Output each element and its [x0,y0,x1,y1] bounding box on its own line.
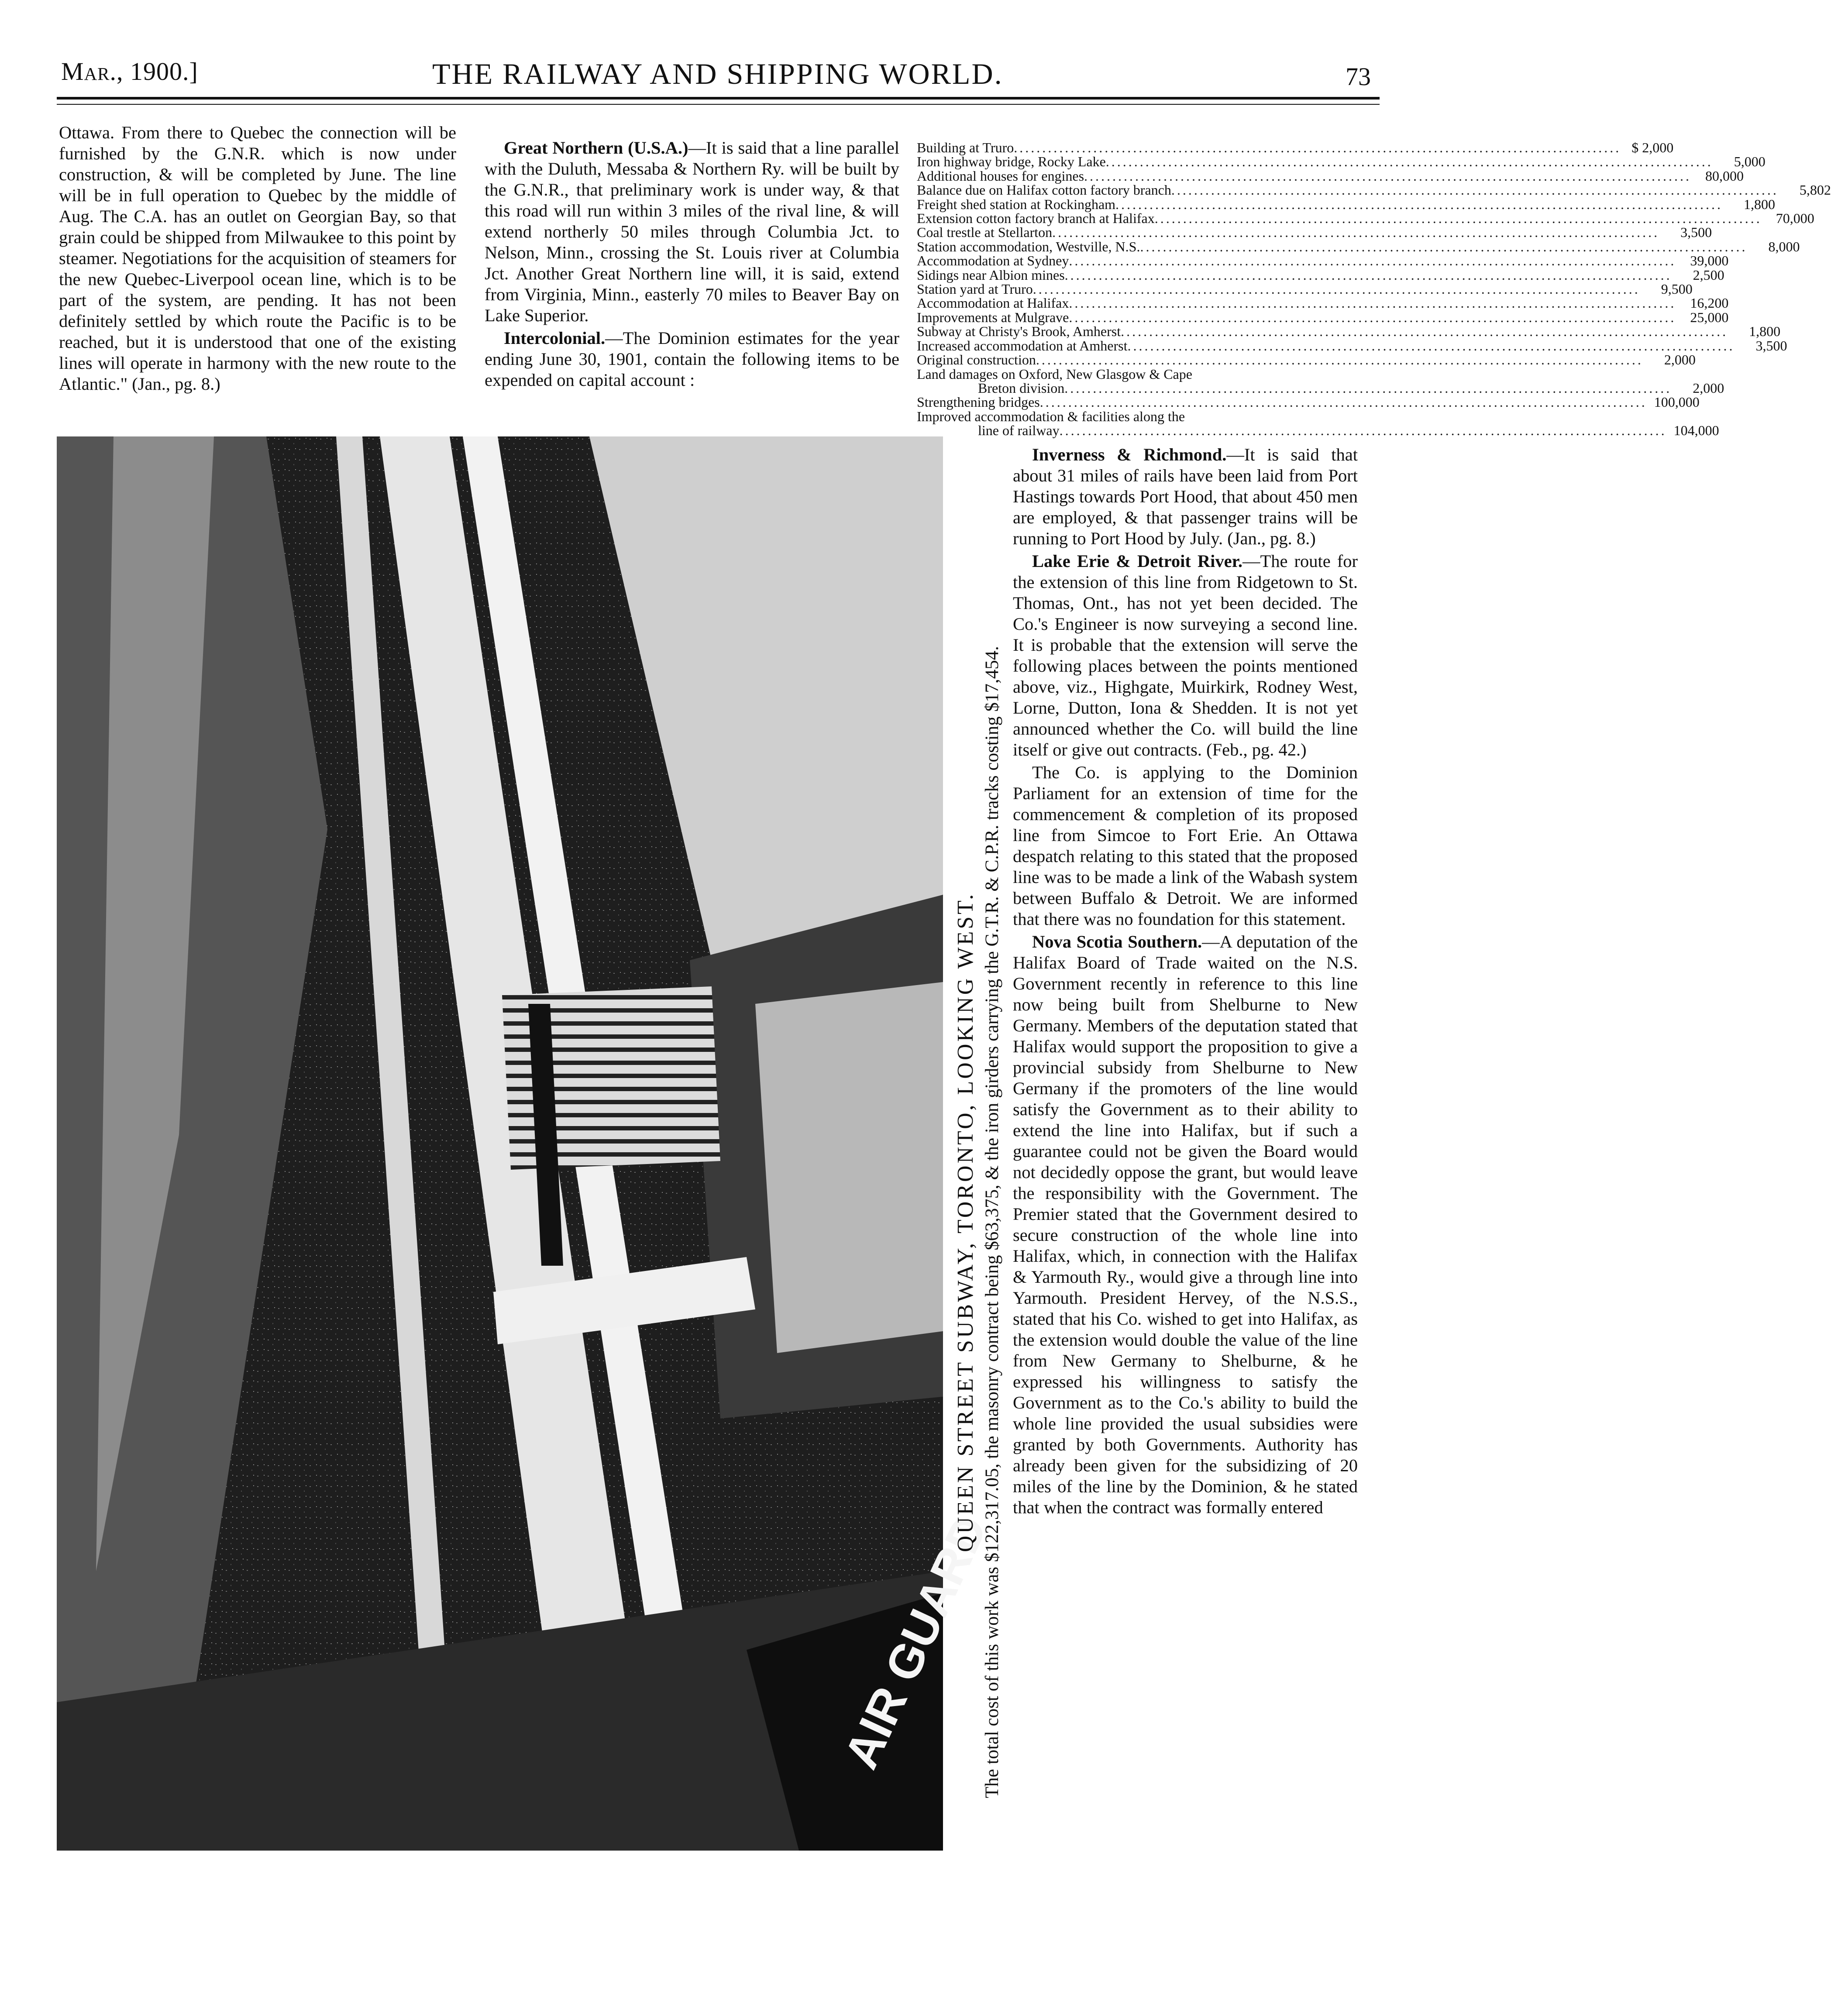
estimate-row [917,168,1744,184]
article-lake-erie-detroit-continued: The Co. is applying to the Dominion Parliament for an extension of time for the commencement & completion of its proposed line from Simcoe to Fort Erie. An Ottawa despatch relating to this stated that the proposed line was to be made a link of the Wabash system between Buffalo & Detroit. We are informed that there was no foundation for this statement. [1013,762,1358,929]
article-body: —It is said that about 31 miles of rails have been laid from Port Hastings towards Port Hood, that about 450 men are employed, & that passenger trains will be running to Port Hood by July. (Jan., pg. 8.) [1013,445,1358,548]
estimate-row [917,323,1781,340]
leader-dots [1036,353,1643,367]
estimate-label: Building at Truro [917,140,1014,155]
article-body: —The Dominion estimates for the year ending June 30, 1901, contain the following items to be expended on capital account : [485,328,899,390]
estimate-row [917,196,1776,212]
estimate-label: Strengthening bridges [917,394,1040,410]
estimate-row [917,380,1724,396]
leader-dots [1106,155,1713,168]
article-heading: Great Northern (U.S.A.) [504,138,688,158]
leader-dots [1052,225,1659,239]
estimate-row [917,253,1729,269]
estimate-label: Station accommodation, Westville, N.S. [917,238,1140,254]
estimate-label: Additional houses for engines [917,168,1084,184]
estimate-amount: 8,000 [1768,238,1800,254]
estimate-amount: 25,000 [1690,309,1729,325]
estimate-row [917,409,1358,423]
article-nova-scotia-southern [1013,931,1358,1518]
estimate-row [917,309,1729,325]
estimate-row [917,352,1696,368]
leader-dots [1069,310,1676,324]
leader-dots [1171,183,1779,197]
leader-dots [1121,324,1728,338]
estimate-amount: 16,200 [1690,295,1729,311]
header-rule-thin [57,104,1380,105]
estimate-label: Iron highway bridge, Rocky Lake [917,154,1106,170]
leader-dots [1060,423,1667,437]
caption-title: QUEEN STREET SUBWAY, TORONTO, LOOKING WEST. [953,892,978,1552]
article-body: —The route for the extension of this line from Ridgetown to St. Thomas, Ont., has not yet been decided. The Co.'s Engineer is now surveying a second line. It is probable that the extension will serve the following places between the points mentioned above, viz., Highgate, Muirkirk, Rodney West, Lorne, Dutton, Iona & Shedden. It is not yet announced whether the Co. will build the line itself or give out contracts. (Feb., pg. 42.) [1013,551,1358,759]
estimate-amount: 70,000 [1776,210,1814,227]
estimate-label: Extension cotton factory branch at Halifax [917,210,1155,227]
estimate-row [917,210,1814,227]
paragraph-continued: Ottawa. From there to Quebec the connection will be furnished by the G.N.R. which is now under construction, & will be completed by June. The line will be in full operation to Quebec by the middle of Aug. The C.A. has an outlet on Georgian Bay, so that grain could be shipped from Milwaukee to this point by steamer. Negotiations for the acquisition of steamers for the new Quebec-Liverpool ocean line, which is to be part of the system, are pending. It has not been definitely settled by which route the Pacific is to be reached, but it is understood that one of the existing lines will operate in harmony with the new route to the Atlantic." (Jan., pg. 8.) [59,123,456,394]
leader-dots [1014,141,1621,155]
estimate-row [917,422,1719,439]
leader-dots [1084,169,1691,183]
estimate-row [917,238,1800,254]
article-great-northern [485,137,899,326]
estimate-label: Land damages on Oxford, New Glasgow & Cape [917,366,1192,382]
estimate-row [917,267,1724,283]
journal-title: THE RAILWAY AND SHIPPING WORLD. [432,57,1003,90]
estimate-amount: 3,500 [1755,337,1787,354]
estimate-row [917,224,1712,240]
estimate-amount: 80,000 [1705,168,1744,184]
article-heading: Intercolonial. [504,328,606,348]
column-right [1013,444,1358,1520]
column-middle [485,137,899,392]
estimate-label: Original construction [917,352,1036,368]
leader-dots [1127,339,1735,353]
estimate-amount: 39,000 [1690,253,1729,269]
leader-dots [1069,254,1676,268]
estimate-row [917,295,1729,311]
article-inverness-richmond [1013,444,1358,549]
estimate-amount: 2,000 [1664,352,1696,368]
estimate-label: Station yard at Truro [917,281,1033,297]
leader-dots [1069,296,1676,310]
estimate-amount: 100,000 [1654,394,1700,410]
estimate-row [917,154,1766,170]
leader-dots [1140,240,1747,254]
estimate-amount: $ 2,000 [1631,140,1674,155]
estimate-amount: 2,000 [1693,380,1724,396]
caption-text: The total cost of this work was $122,317.05, the masonry contract being $63,375, & the iron girders carrying the G.T.R. & C.P.R. tracks costing $17,454. [982,646,1002,1798]
leader-dots [1033,282,1640,296]
page-number: 73 [1346,62,1371,91]
estimate-row [917,140,1674,155]
leader-dots [1155,211,1762,225]
estimate-label: Breton division [978,380,1065,396]
article-lake-erie-detroit [1013,551,1358,760]
article-heading: Nova Scotia Southern. [1032,932,1202,951]
estimate-row [917,281,1693,297]
estimate-amount: 5,000 [1734,154,1766,170]
photo-sign-text: AIR GUARD [834,1507,998,1777]
leader-dots [1065,268,1672,282]
estimate-label: Increased accommodation at Amherst [917,337,1128,354]
estimate-amount: 1,800 [1744,196,1776,212]
estimate-label: Balance due on Halifax cotton factory branch [917,182,1171,198]
leader-dots [1115,197,1723,211]
issue-date: Mar., 1900.] [61,57,198,86]
estimate-amount: 1,800 [1749,323,1781,340]
estimate-label: Improved accommodation & facilities along the [917,408,1185,424]
column-left [59,122,456,396]
article-body: —A deputation of the Halifax Board of Trade waited on the N.S. Government recently in reference to this line now being built from Shelburne to New Germany. Members of the deputation stated that Halifax would support the proposition to give a provincial subsidy from Shelburne to New Germany if the promoters of the line would satisfy the Government as to their ability to extend the line into Halifax, but if such a guarantee could not be given the Board would not decidedly oppose the grant, but would leave the responsibility with the Government. The Premier stated that the Government desired to secure construction of the whole line into Halifax, which, in connection with the Halifax & Yarmouth Ry., would give a through line into Yarmouth. President Hervey, of the N.S.S., stated that his Co. wished to get into Halifax, as the extension would double the value of the line from New Germany to Shelburne, & he expressed his willingness to satisfy the Government as to the Co.'s ability to build the whole line provided the usual subsidies were granted by both Governments. Authority has already been given for the subsidizing of 20 miles of the line by the Dominion, & he stated that when the contract was formally entered [1013,932,1358,1517]
estimate-label: Freight shed station at Rockingham [917,196,1116,212]
estimate-amount: 3,500 [1680,224,1712,240]
estimate-row [917,337,1787,354]
estimate-label: Sidings near Albion mines [917,267,1065,283]
estimate-amount: 104,000 [1673,422,1719,439]
estimates-table [917,140,1831,439]
leader-dots [1064,381,1672,395]
article-heading: Inverness & Richmond. [1032,445,1227,464]
article-heading: Lake Erie & Detroit River. [1032,551,1242,571]
estimate-label: Accommodation at Halifax [917,295,1069,311]
article-intercolonial [485,328,899,391]
estimate-label: Subway at Christy's Brook, Amherst [917,323,1121,340]
estimate-label: Accommodation at Sydney [917,253,1069,269]
leader-dots [1040,395,1647,409]
estimate-amount: 9,500 [1661,281,1693,297]
header-rule [57,97,1380,100]
photo-caption [952,598,1008,1846]
estimate-label: line of railway [978,422,1060,439]
estimate-row [917,367,1358,381]
article-body: —It is said that a line parallel with the Duluth, Messaba & Northern Ry. will be built by the G.N.R., that preliminary work is under way, & that this road will run within 3 miles of the rival line, & will extend northerly 50 miles through Columbia Jct. to Nelson, Minn., crossing the St. Louis river at Columbia Jct. Another Great Northern line will, it is said, extend from Virginia, Minn., easterly 70 miles to Beaver Bay on Lake Superior. [485,138,899,325]
page-header [61,44,1371,92]
estimate-amount: 5,802 [1799,182,1831,198]
estimate-label: Improvements at Mulgrave [917,309,1069,325]
estimate-amount: 2,500 [1693,267,1724,283]
estimate-row [917,394,1700,410]
estimate-row [917,182,1831,198]
estimate-label: Coal trestle at Stellarton [917,224,1053,240]
